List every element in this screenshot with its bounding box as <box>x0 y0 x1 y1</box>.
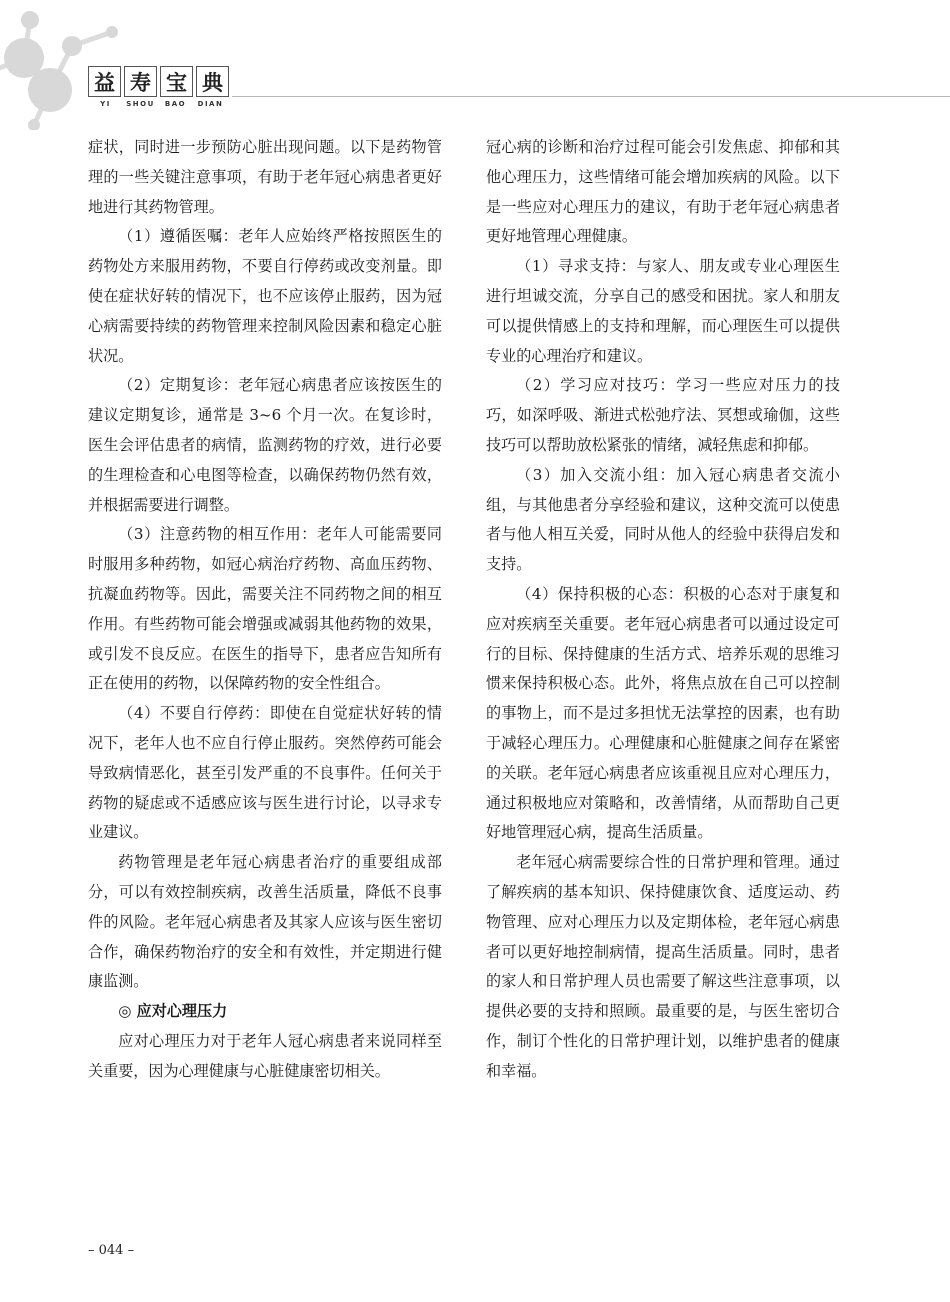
left-column <box>88 133 442 1087</box>
masthead-pinyin: SHOU <box>126 100 155 108</box>
paragraph: （4）保持积极的心态：积极的心态对于康复和应对疾病至关重要。老年冠心病患者可以通过设定可行的目标、保持健康的生活方式、培养乐观的思维习惯来保持积极心态。此外，将焦点放在自己可以控制的事物上，而不是过多担忧无法掌控的因素，也有助于减轻心理压力。心理健康和心脏健康之间存在紧密的关联。老年冠心病患者应该重视且应对心理压力，通过积极地应对策略和，改善情绪，从而帮助自己更好地管理冠心病，提高生活质量。 <box>486 584 840 842</box>
paragraph: （4）不要自行停药：即使在自觉症状好转的情况下，老年人也不应自行停止服药。突然停药可能会导致病情恶化，甚至引发严重的不良事件。任何关于药物的疑虑或不适感应该与医生进行讨论，以寻求专业建议。 <box>88 704 442 842</box>
paragraph: 应对心理压力对于老年人冠心病患者来说同样至关重要，因为心理健康与心脏健康密切相关。 <box>88 1031 442 1080</box>
paragraph: （3）注意药物的相互作用：老年人可能需要同时服用多种药物，如冠心病治疗药物、高血压药物、抗凝血药物等。因此，需要关注不同药物之间的相互作用。有些药物可能会增强或减弱其他药物的效果，或引发不良反应。在医生的指导下，患者应告知所有正在使用的药物，以保障药物的安全性组合。 <box>88 525 442 693</box>
paragraph: （1）遵循医嘱：老年人应始终严格按照医生的药物处方来服用药物，不要自行停药或改变剂量。即使在症状好转的情况下，也不应该停止服药，因为冠心病需要持续的药物管理来控制风险因素和稳定心脏状况。 <box>88 227 442 365</box>
paragraph: （2）学习应对技巧：学习一些应对压力的技巧，如深呼吸、渐进式松弛疗法、冥想或瑜伽，这些技巧可以帮助放松紧张的情绪，减轻焦虑和抑郁。 <box>486 376 840 454</box>
masthead-logo <box>88 66 232 108</box>
paragraph: 症状，同时进一步预防心脏出现问题。以下是药物管理的一些关键注意事项，有助于老年冠心病患者更好地进行其药物管理。 <box>88 138 442 216</box>
paragraph: 冠心病的诊断和治疗过程可能会引发焦虑、抑郁和其他心理压力，这些情绪可能会增加疾病的风险。以下是一些应对心理压力的建议，有助于老年冠心病患者更好地管理心理健康。 <box>486 138 840 246</box>
paragraph: 药物管理是老年冠心病患者治疗的重要组成部分，可以有效控制疾病，改善生活质量，降低不良事件的风险。老年冠心病患者及其家人应该与医生密切合作，确保药物治疗的安全和有效性，并定期进行健康监测。 <box>88 853 442 991</box>
masthead-pinyin: YI <box>100 100 111 108</box>
masthead-char: 典 <box>196 66 229 97</box>
header-rule <box>232 96 950 97</box>
molecule-decoration <box>0 0 170 130</box>
paragraph: （1）寻求支持：与家人、朋友或专业心理医生进行坦诚交流，分享自己的感受和困扰。家人和朋友可以提供情感上的支持和理解，而心理医生可以提供专业的心理治疗和建议。 <box>486 257 840 365</box>
right-column <box>486 133 840 1087</box>
paragraph: 老年冠心病需要综合性的日常护理和管理。通过了解疾病的基本知识、保持健康饮食、适度运动、药物管理、应对心理压力以及定期体检，老年冠心病患者可以更好地控制病情，提高生活质量。同时，患者的家人和日常护理人员也需要了解这些注意事项，以提供必要的支持和照顾。最重要的是，与医生密切合作，制订个性化的日常护理计划，以维护患者的健康和幸福。 <box>486 853 840 1080</box>
masthead-pinyin: DIAN <box>197 100 224 108</box>
masthead-char: 宝 <box>160 66 193 97</box>
masthead-char: 寿 <box>124 66 157 97</box>
page-number: – 044 – <box>88 1243 135 1258</box>
paragraph: （3）加入交流小组：加入冠心病患者交流小组，与其他患者分享经验和建议，这种交流可以使患者与他人相互关爱，同时从他人的经验中获得启发和支持。 <box>486 465 840 574</box>
section-heading: ◎ 应对心理压力 <box>118 1002 228 1021</box>
masthead-pinyin: BAO <box>164 100 187 108</box>
masthead-char: 益 <box>88 66 121 97</box>
paragraph: （2）定期复诊：老年冠心病患者应该按医生的建议定期复诊，通常是 3~6 个月一次。在复诊时，医生会评估患者的病情，监测药物的疗效，进行必要的生理检查和心电图等检查，以确保药物仍然有效，并根据需要进行调整。 <box>88 376 442 514</box>
